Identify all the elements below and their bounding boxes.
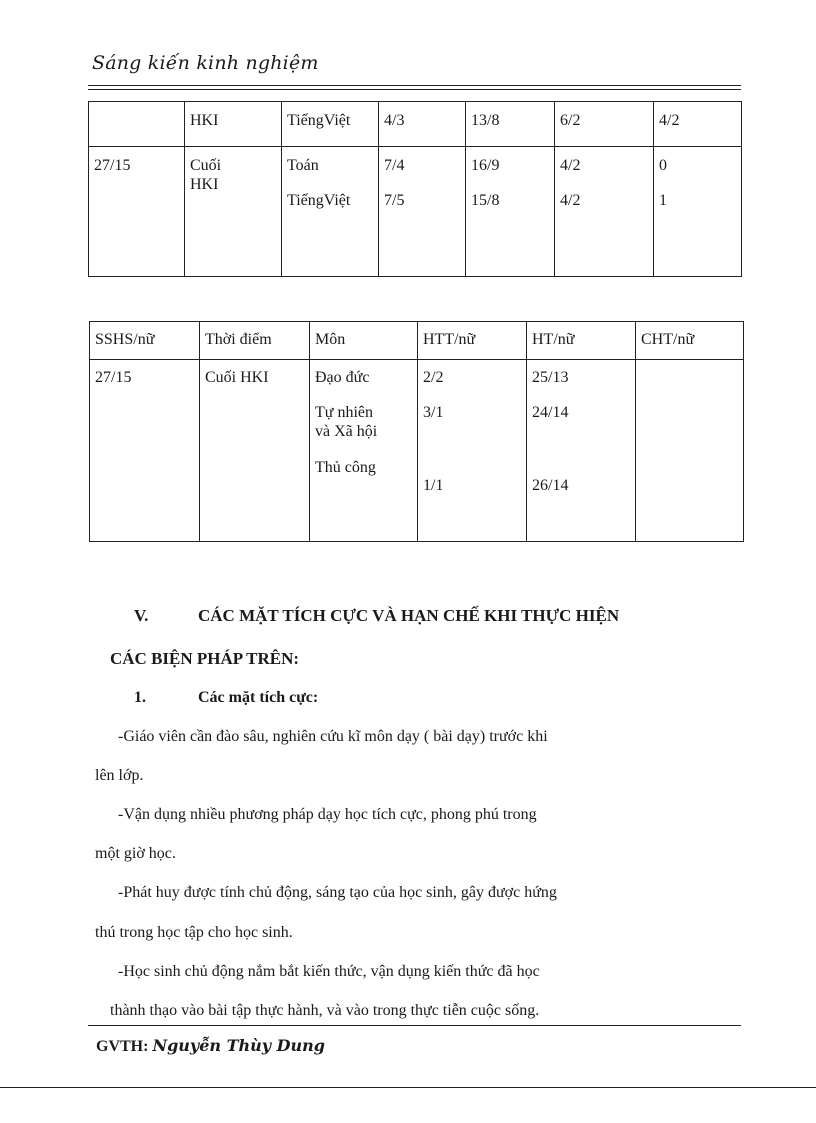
cell-text: Cuối [190,157,222,174]
table-cell [555,147,654,277]
cell-text: Cuối HKI [205,369,269,386]
cell-text: và Xã hội [315,423,378,441]
column-header: Thời điểm [200,322,310,360]
cell-text: 15/8 [471,192,500,210]
table-cell [89,147,185,277]
cell-text: 4/2 [560,192,581,210]
paragraph-line: lên lớp. [95,767,144,784]
footer-rule [88,1025,741,1026]
paragraph-line: một giờ học. [95,845,176,862]
table-cell [654,147,742,277]
table-cell: 4/3 [379,102,466,147]
paragraph-line: -Học sinh chủ động nắm bắt kiến thức, vận dụng kiến thức đã học [118,963,540,980]
results-table-2 [89,321,744,542]
cell-text: Thủ công [315,458,376,476]
cell-text: 7/5 [384,192,405,210]
cell-text: 16/9 [471,157,500,174]
table-cell [636,360,744,542]
table-cell: 13/8 [466,102,555,147]
table-cell [418,360,527,542]
table-cell: TiếngViệt [282,102,379,147]
paragraph-line: -Giáo viên cần đào sâu, nghiên cứu kĩ môn dạy ( bài dạy) trước khi [118,728,548,745]
table-cell [527,360,636,542]
header-rule-2 [88,89,741,90]
table-row [89,147,742,277]
column-header: HTT/nữ [418,322,527,360]
cell-text: 25/13 [532,369,569,386]
cell-text: 26/14 [532,477,569,495]
table-cell: 4/2 [654,102,742,147]
table-row [89,102,742,147]
cell-text: 1 [659,192,667,210]
table-cell [379,147,466,277]
cell-text: 27/15 [95,369,132,386]
cell-text: Tự nhiên [315,404,373,422]
table-cell: 6/2 [555,102,654,147]
cell-text: 27/15 [94,157,131,174]
table-cell [282,147,379,277]
cell-text: 1/1 [423,477,444,495]
table-cell [90,360,200,542]
paragraph-line: -Phát huy được tính chủ động, sáng tạo của học sinh, gây được hứng [118,884,557,901]
footer-author-name: Nguyễn Thùy Dung [152,1036,325,1055]
table-row [90,360,744,542]
column-header: CHT/nữ [636,322,744,360]
section-title-line2: CÁC BIỆN PHÁP TRÊN: [110,649,300,668]
cell-text: Toán [287,157,319,174]
results-table-1 [88,101,742,277]
header-title: Sáng kiến kinh nghiệm [92,52,319,74]
table-header-row [90,322,744,360]
cell-text: TiếngViệt [287,192,351,210]
subsection-title: Các mặt tích cực: [198,689,319,706]
paragraph-line: -Vận dụng nhiều phương pháp dạy học tích cực, phong phú trong [118,806,537,823]
cell-text: 24/14 [532,404,569,422]
subsection-number: 1. [134,689,146,706]
cell-text: 4/2 [560,157,581,174]
section-title-line1: CÁC MẶT TÍCH CỰC VÀ HẠN CHẾ KHI THỰC HIỆN [198,606,620,625]
cell-text: HKI [190,176,219,194]
footer [96,1036,325,1056]
table-cell [310,360,418,542]
column-header: HT/nữ [527,322,636,360]
paragraph-line: thành thạo vào bài tập thực hành, và vào trong thực tiễn cuộc sống. [110,1002,540,1019]
table-cell: HKI [185,102,282,147]
column-header: SSHS/nữ [90,322,200,360]
cell-text: 2/2 [423,369,444,386]
table-cell [89,102,185,147]
cell-text: 7/4 [384,157,405,174]
cell-text: Đạo đức [315,369,370,386]
cell-text: 0 [659,157,667,174]
cell-text: 3/1 [423,404,444,422]
section-number: V. [134,606,149,625]
column-header: Môn [310,322,418,360]
table-cell [466,147,555,277]
table-cell [200,360,310,542]
footer-label: GVTH: [96,1038,149,1055]
paragraph-line: thú trong học tập cho học sinh. [95,924,293,941]
page-bottom-rule [0,1087,816,1088]
header-rule [88,85,741,86]
table-cell [185,147,282,277]
